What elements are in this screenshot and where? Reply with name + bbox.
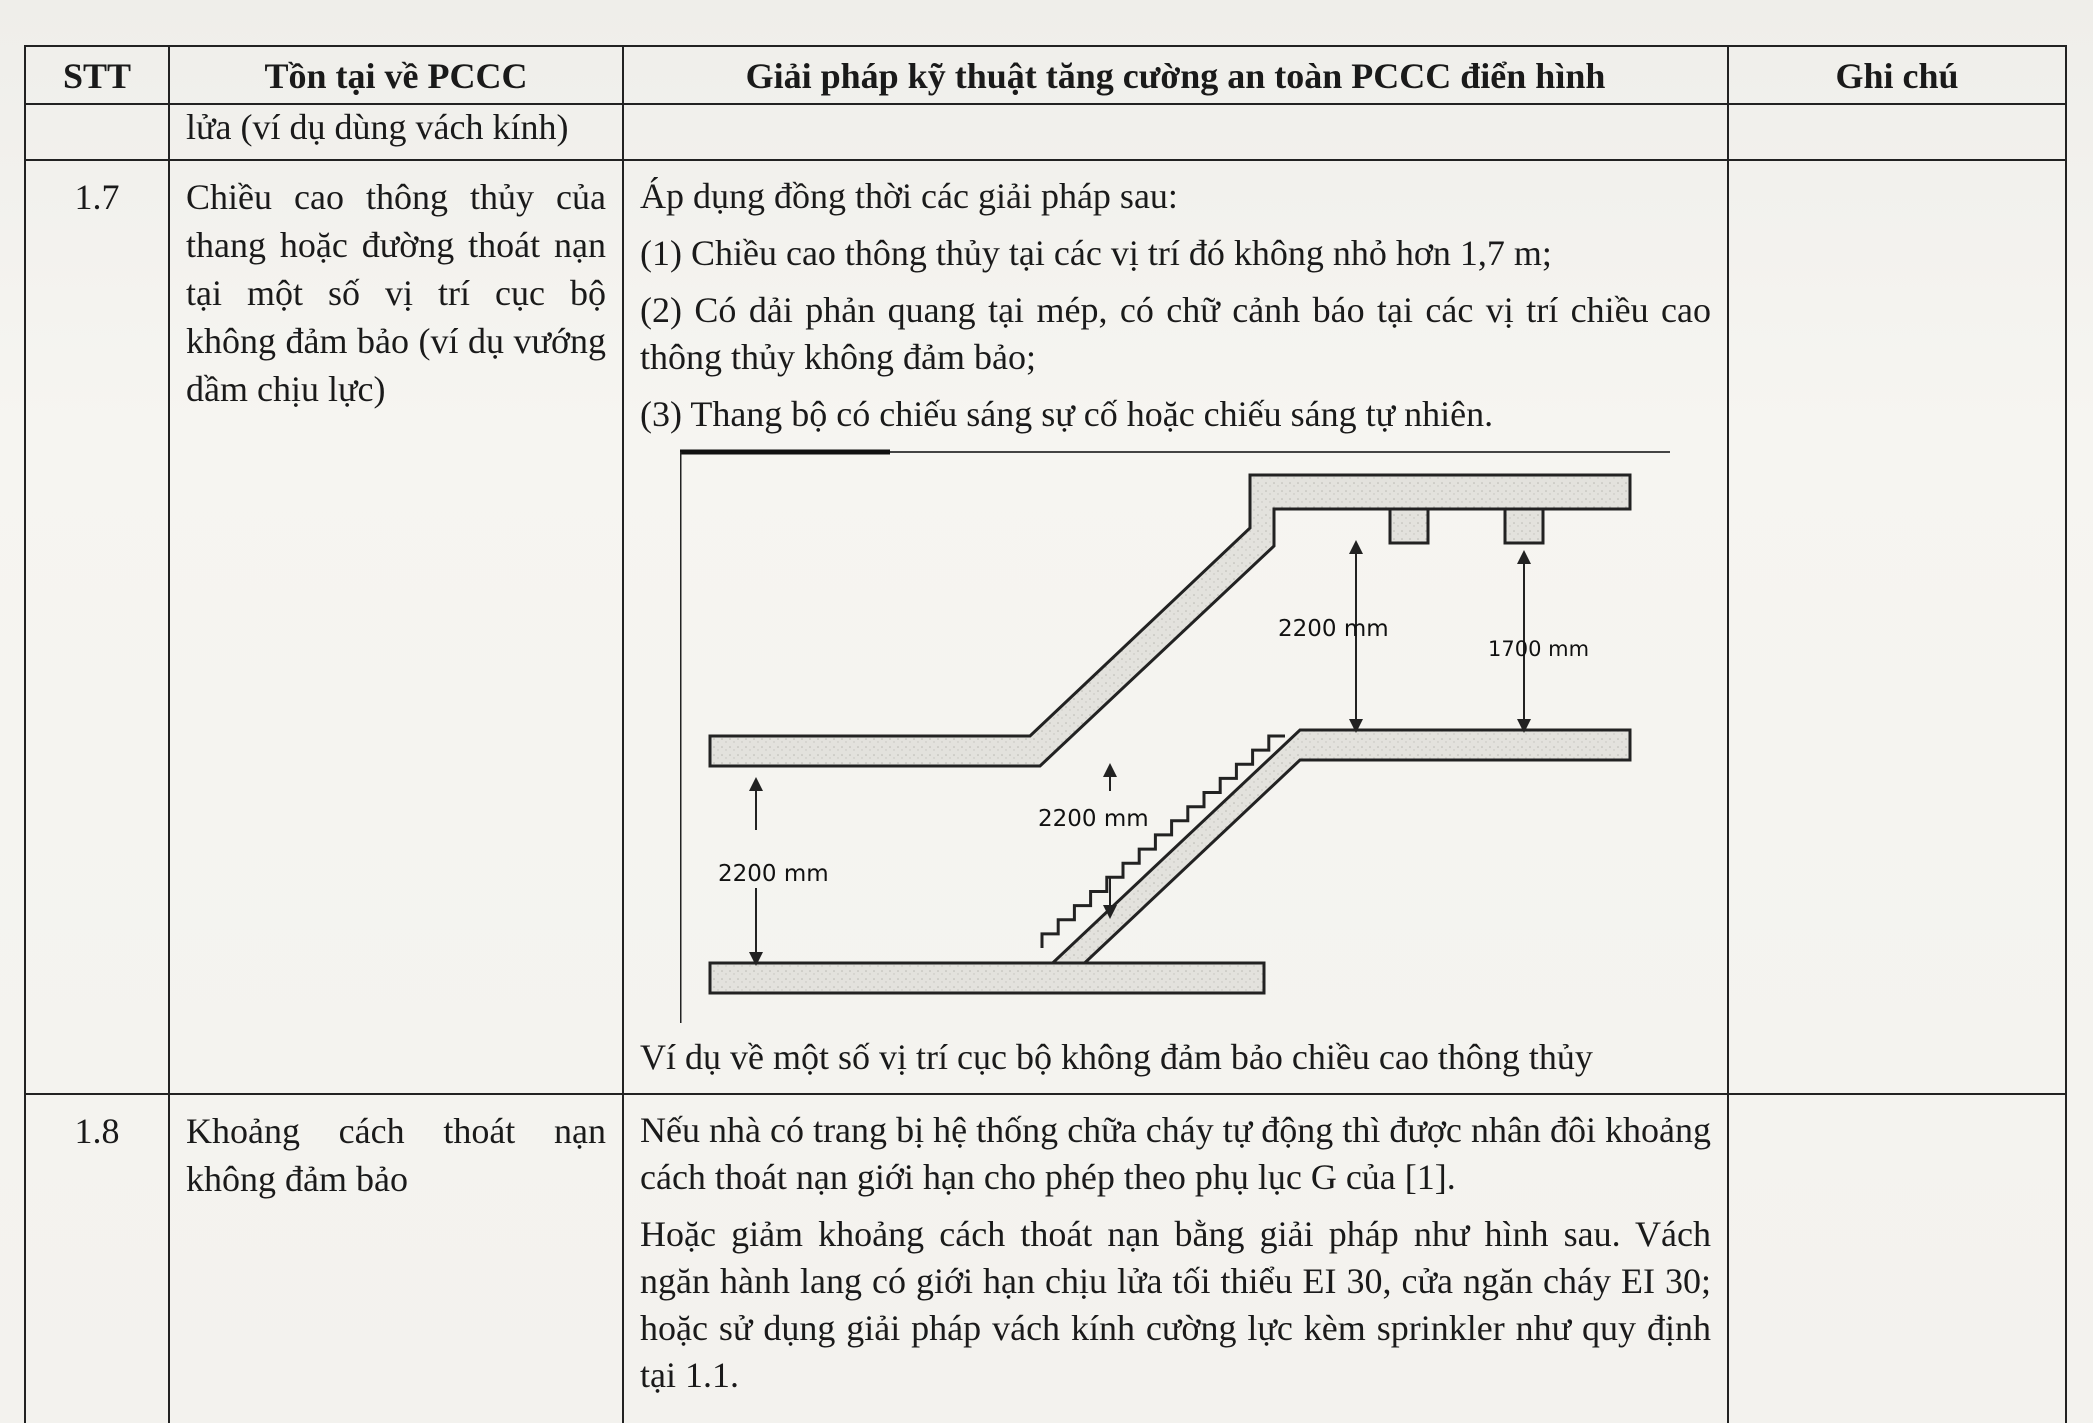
headroom-diagram [680,448,1720,1028]
solution-line: (2) Có dải phản quang tại mép, có chữ cảnh báo tại các vị trí chiều cao thông thủy không đảm bảo; [640,290,1711,377]
beam-left [1390,509,1428,543]
cell-issue-continued: lửa (ví dụ dùng vách kính) [169,104,623,160]
pccc-table [24,45,2067,1423]
solution-line: (1) Chiều cao thông thủy tại các vị trí đó không nhỏ hơn 1,7 m; [640,233,1552,273]
figure-caption: Ví dụ về một số vị trí cục bộ không đảm bảo chiều cao thông thủy [640,1037,1593,1077]
cell-solution-continued [623,104,1728,160]
table-row-continued [25,104,2066,160]
table-header-row [25,46,2066,104]
cell-stt-continued [25,104,169,160]
cell-stt: 1.7 [25,160,169,1094]
table-row [25,160,2066,1094]
header-solution: Giải pháp kỹ thuật tăng cường an toàn PCCC điển hình [623,46,1728,104]
header-note: Ghi chú [1728,46,2066,104]
header-issue: Tồn tại về PCCC [169,46,623,104]
header-stt: STT [25,46,169,104]
lower-slab [710,963,1264,993]
dim-label-bottom: 2200 mm [718,861,829,887]
cell-solution [623,1094,1728,1423]
stair-steps [1042,736,1285,948]
middle-slab [1042,730,1630,973]
cell-note [1728,1094,2066,1423]
dim-label-top-right: 1700 mm [1488,637,1590,661]
dim-label-stair: 2200 mm [1038,806,1149,832]
dim-label-top-left: 2200 mm [1278,616,1389,642]
cell-issue: Chiều cao thông thủy của thang hoặc đường thoát nạn tại một số vị trí cục bộ không đảm bảo (ví dụ vướng dầm chịu lực) [169,160,623,1094]
cell-issue: Khoảng cách thoát nạn không đảm bảo [169,1094,623,1423]
cell-note [1728,160,2066,1094]
solution-line: (3) Thang bộ có chiếu sáng sự cố hoặc chiếu sáng tự nhiên. [640,394,1494,434]
beam-right [1505,509,1543,543]
cell-solution [623,160,1728,1094]
cell-stt: 1.8 [25,1094,169,1423]
solution-line: Hoặc giảm khoảng cách thoát nạn bằng giải pháp như hình sau. Vách ngăn hành lang có giới hạn chịu lửa tối thiểu EI 30, cửa ngăn cháy EI 30; hoặc sử dụng giải pháp vách kính cường lực kèm sprinkler như quy định tại 1.1. [640,1214,1711,1395]
cell-note-continued [1728,104,2066,160]
upper-slab [710,475,1630,766]
solution-line: Nếu nhà có trang bị hệ thống chữa cháy tự động thì được nhân đôi khoảng cách thoát nạn giới hạn cho phép theo phụ lục G của [1]. [640,1110,1711,1197]
solution-line: Áp dụng đồng thời các giải pháp sau: [640,176,1178,216]
table-row [25,1094,2066,1423]
stair-section-drawing [680,448,1680,1023]
